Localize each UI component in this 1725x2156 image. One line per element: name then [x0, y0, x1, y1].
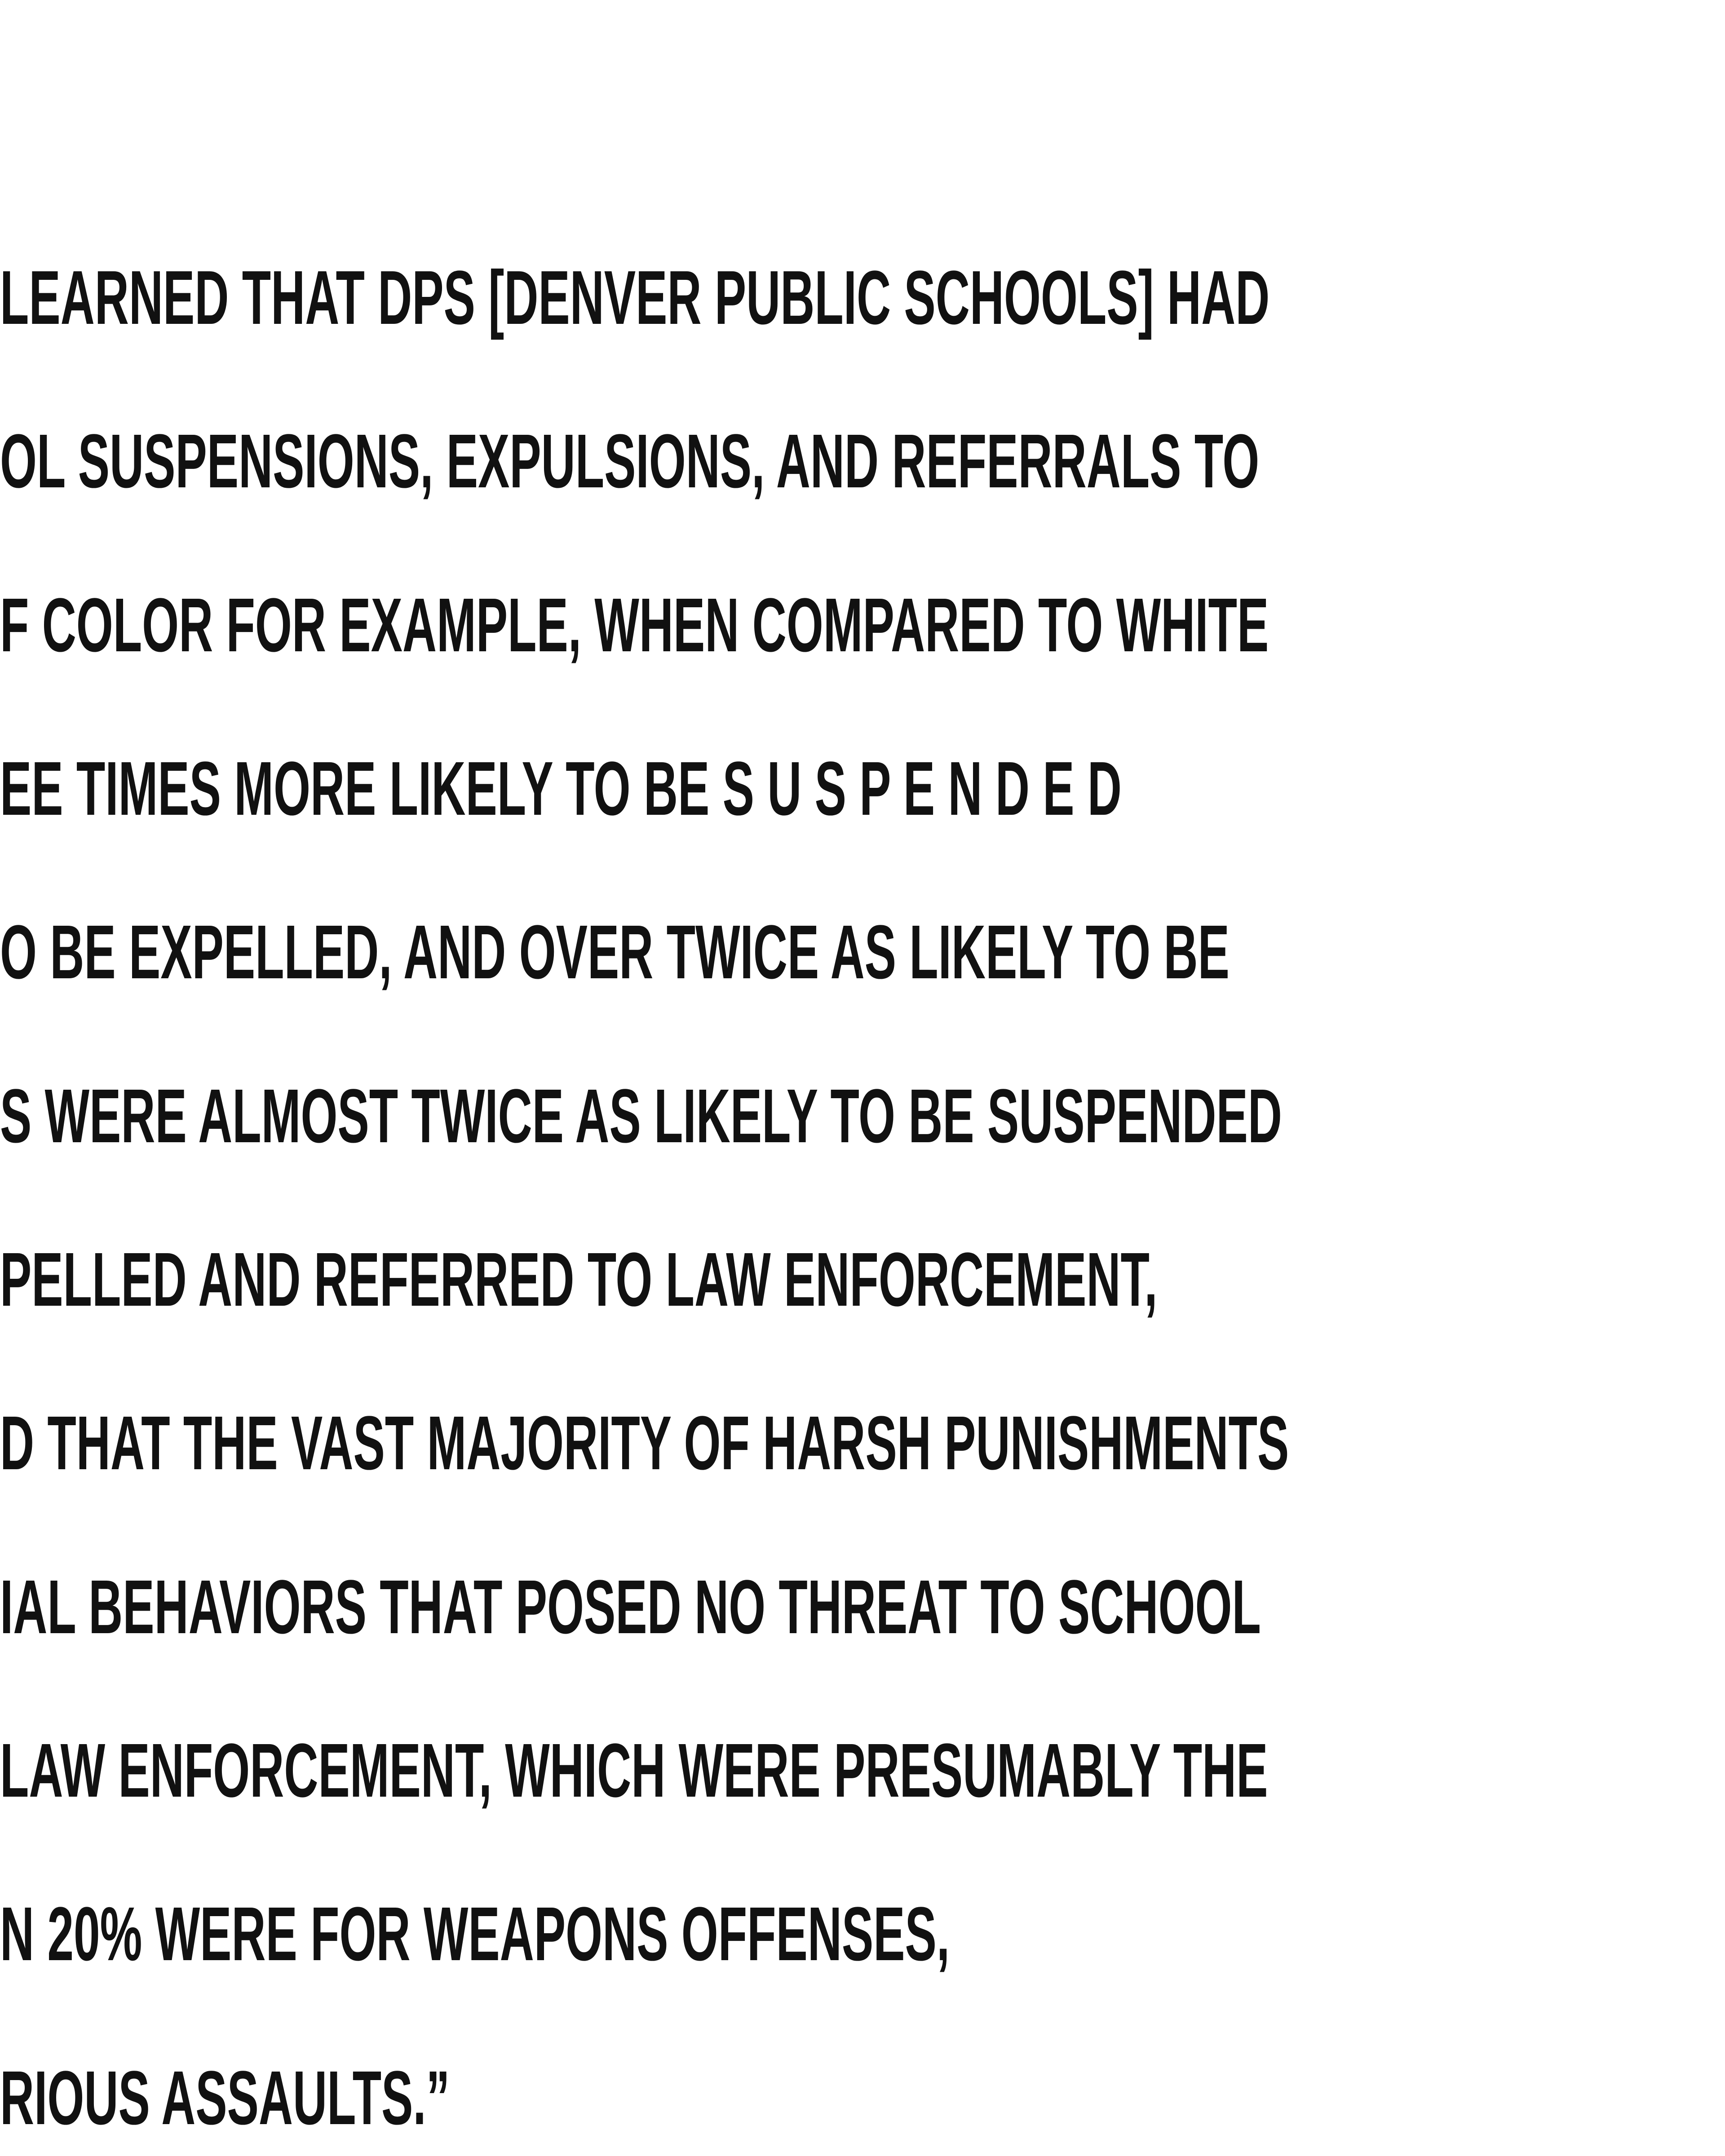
text-line: O BE EXPELLED, AND OVER TWICE AS LIKELY TO BE [0, 910, 1230, 995]
text-line: LAW ENFORCEMENT, WHICH WERE PRESUMABLY THE [0, 1728, 1268, 1813]
text-line: S WERE ALMOST TWICE AS LIKELY TO BE SUSPENDED [0, 1074, 1282, 1159]
text-line: EE TIMES MORE LIKELY TO BE S U S P E N D E D [0, 746, 1122, 831]
text-line: F COLOR FOR EXAMPLE, WHEN COMPARED TO WHITE [0, 583, 1269, 668]
text-line: PELLED AND REFERRED TO LAW ENFORCEMENT, [0, 1237, 1158, 1322]
text-line: LEARNED THAT DPS [DENVER PUBLIC SCHOOLS] HAD [0, 255, 1270, 340]
text-line: RIOUS ASSAULTS.” [0, 2055, 450, 2141]
text-line: D THAT THE VAST MAJORITY OF HARSH PUNISHMENTS [0, 1401, 1289, 1486]
text-line: IAL BEHAVIORS THAT POSED NO THREAT TO SCHOOL [0, 1564, 1261, 1650]
text-line: OL SUSPENSIONS, EXPULSIONS, AND REFERRALS TO [0, 419, 1260, 504]
text-line: N 20% WERE FOR WEAPONS OFFENSES, [0, 1891, 950, 1977]
